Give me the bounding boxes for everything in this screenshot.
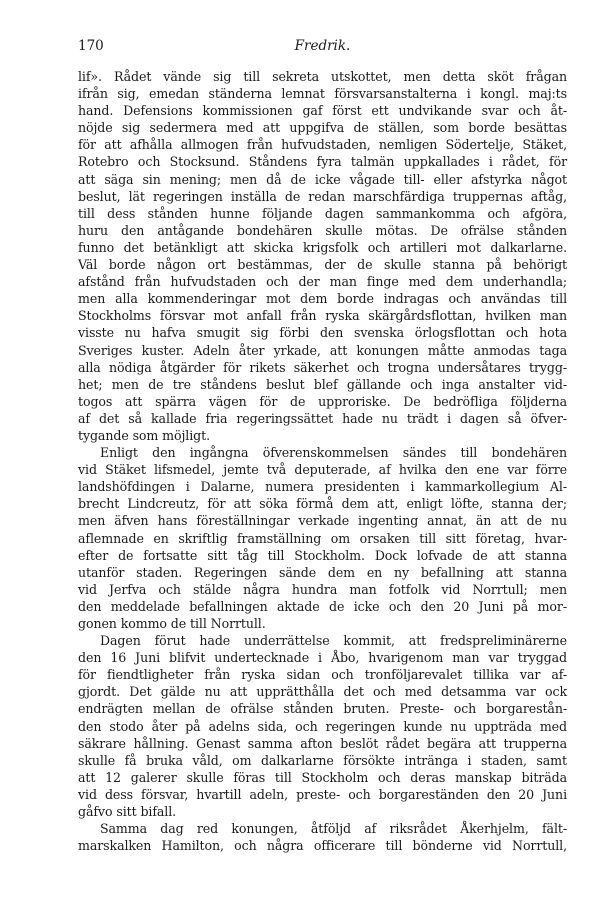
text-line: den stodo åter på adelns sida, och regeringen kunde nu uppträda med: [78, 718, 567, 734]
running-head: Fredrik.: [294, 38, 351, 54]
text-line: att säga sin mening; men då de icke vågade till- eller afstyrka något: [78, 171, 567, 187]
page-number: 170: [78, 38, 104, 54]
text-line: marskalken Hamilton, och några officerare till bönderne vid Norrtull,: [78, 838, 567, 854]
text-line: hand. Defensions kommissionen gaf först ett undvikande svar och åt-: [78, 103, 567, 119]
body-text: [78, 68, 567, 854]
text-line: vid Jerfva och stälde några hundra man fotfolk vid Norrtull; men: [78, 581, 567, 597]
page-header: [78, 38, 567, 58]
text-line: endrägten mellan de ofrälse stånden bruten. Preste- och borgarestån-: [78, 701, 567, 717]
text-line: alla nödiga åtgärder för rikets säkerhet och trogna undersåtares trygg-: [78, 359, 567, 375]
text-line: landshöfdingen i Dalarne, numera presidenten i kammarkollegium Al-: [78, 479, 567, 495]
text-line: het; men de tre ståndens beslut blef gällande och inga anstalter vid-: [78, 376, 567, 392]
text-line: att 12 galerer skulle föras till Stockholm och deras manskap biträda: [78, 769, 567, 785]
text-line: visste nu hafva smugit sig förbi den svenska örlogsflottan och hota: [78, 325, 567, 341]
text-line: gåfvo sitt bifall.: [78, 804, 177, 820]
text-line: Stockholms försvar mot anfall från ryska skärgårdsflottan, hvilken man: [78, 308, 567, 324]
text-line: till dess stånden hunne följande dagen sammankomma och afgöra,: [78, 205, 567, 221]
text-line: brecht Lindcreutz, för att söka förmå dem att, enligt löfte, stanna der;: [78, 496, 567, 512]
text-line: säkrare hållning. Genast samma afton beslöt rådet begära att trupperna: [78, 735, 567, 751]
text-line: Väl borde någon ort bestämmas, der de skulle stanna på behörigt: [78, 257, 567, 273]
text-line: den meddelade befallningen aktade de icke och den 20 Juni på mor-: [78, 598, 567, 614]
text-line: utanför staden. Regeringen sände dem en ny befallning att stanna: [78, 564, 567, 580]
text-line: lif». Rådet vände sig till sekreta utskottet, men detta sköt frågan: [78, 69, 567, 84]
text-line: Samma dag red konungen, åtföljd af riksrådet Åkerhjelm, fält-: [100, 821, 567, 837]
text-line: ifrån sig, emedan ständerna lemnat försvarsanstalterna i kongl. maj:ts: [78, 86, 567, 102]
text-line: men äfven hans föreställningar verkade ingenting annat, än att de nu: [78, 513, 567, 529]
text-line: Enligt den ingångna öfverenskommelsen sändes till bondehären: [100, 445, 567, 461]
text-line: gonen kommo de till Norrtull.: [78, 616, 266, 631]
text-line: huru den antågande bondehären skulle mötas. De ofrälse stånden: [78, 222, 567, 238]
text-line: funno det betänkligt att skicka krigsfolk och artilleri mot dalkarlarne.: [78, 239, 567, 255]
text-line: men alla kommenderingar mot dem borde indragas och användas till: [78, 291, 567, 307]
text-line: aflemnade en skriftlig framställning om orsaken till sitt företag, hvar-: [78, 530, 567, 546]
text-line: af det så kallade fria regeringssättet hade nu trädt i dagen så öfver-: [78, 410, 567, 426]
text-line: gjordt. Det gälde nu att upprätthålla det och med detsamma var ock: [78, 684, 567, 700]
text-line: för att afhålla allmogen från hufvudstaden, nemligen Södertelje, Stäket,: [78, 137, 567, 153]
text-line: vid dess försvar, hvartill adeln, preste- och borgareständen den 20 Juni: [78, 786, 567, 802]
text-line: togos att spärra vägen för de upproriske. De bedröfliga följderna: [78, 393, 567, 409]
text-line: Rotebro och Stocksund. Ståndens fyra talmän uppkallades i rådet, för: [78, 154, 567, 170]
text-line: beslut, lät regeringen inställa de redan marschfärdiga truppernas aftåg,: [78, 188, 567, 204]
text-line: Sveriges kuster. Adeln åter yrkade, att konungen måtte anmodas taga: [78, 342, 567, 358]
text-line: för fiendtligheter från ryska sidan och tronföljarevalet tillika var af-: [78, 667, 567, 683]
text-line: Dagen förut hade underrättelse kommit, att fredspreliminärerne: [100, 633, 567, 649]
text-line: nöjde sig sedermera med att uppgifva de ställen, som borde besättas: [78, 120, 567, 136]
text-line: den 16 Juni blifvit undertecknade i Åbo, hvarigenom man var tryggad: [78, 650, 567, 666]
text-line: efter de fortsatte sitt tåg till Stockholm. Dock lofvade de att stanna: [78, 547, 567, 563]
text-line: afstånd från hufvudstaden och der man finge med dem underhandla;: [78, 274, 567, 290]
text-line: skulle få bruka våld, om dalkarlarne försökte intränga i staden, samt: [78, 752, 567, 768]
text-line: vid Stäket lifsmedel, jemte två deputerade, af hvilka den ene var förre: [78, 462, 567, 478]
text-line: tygande som möjligt.: [78, 427, 210, 443]
